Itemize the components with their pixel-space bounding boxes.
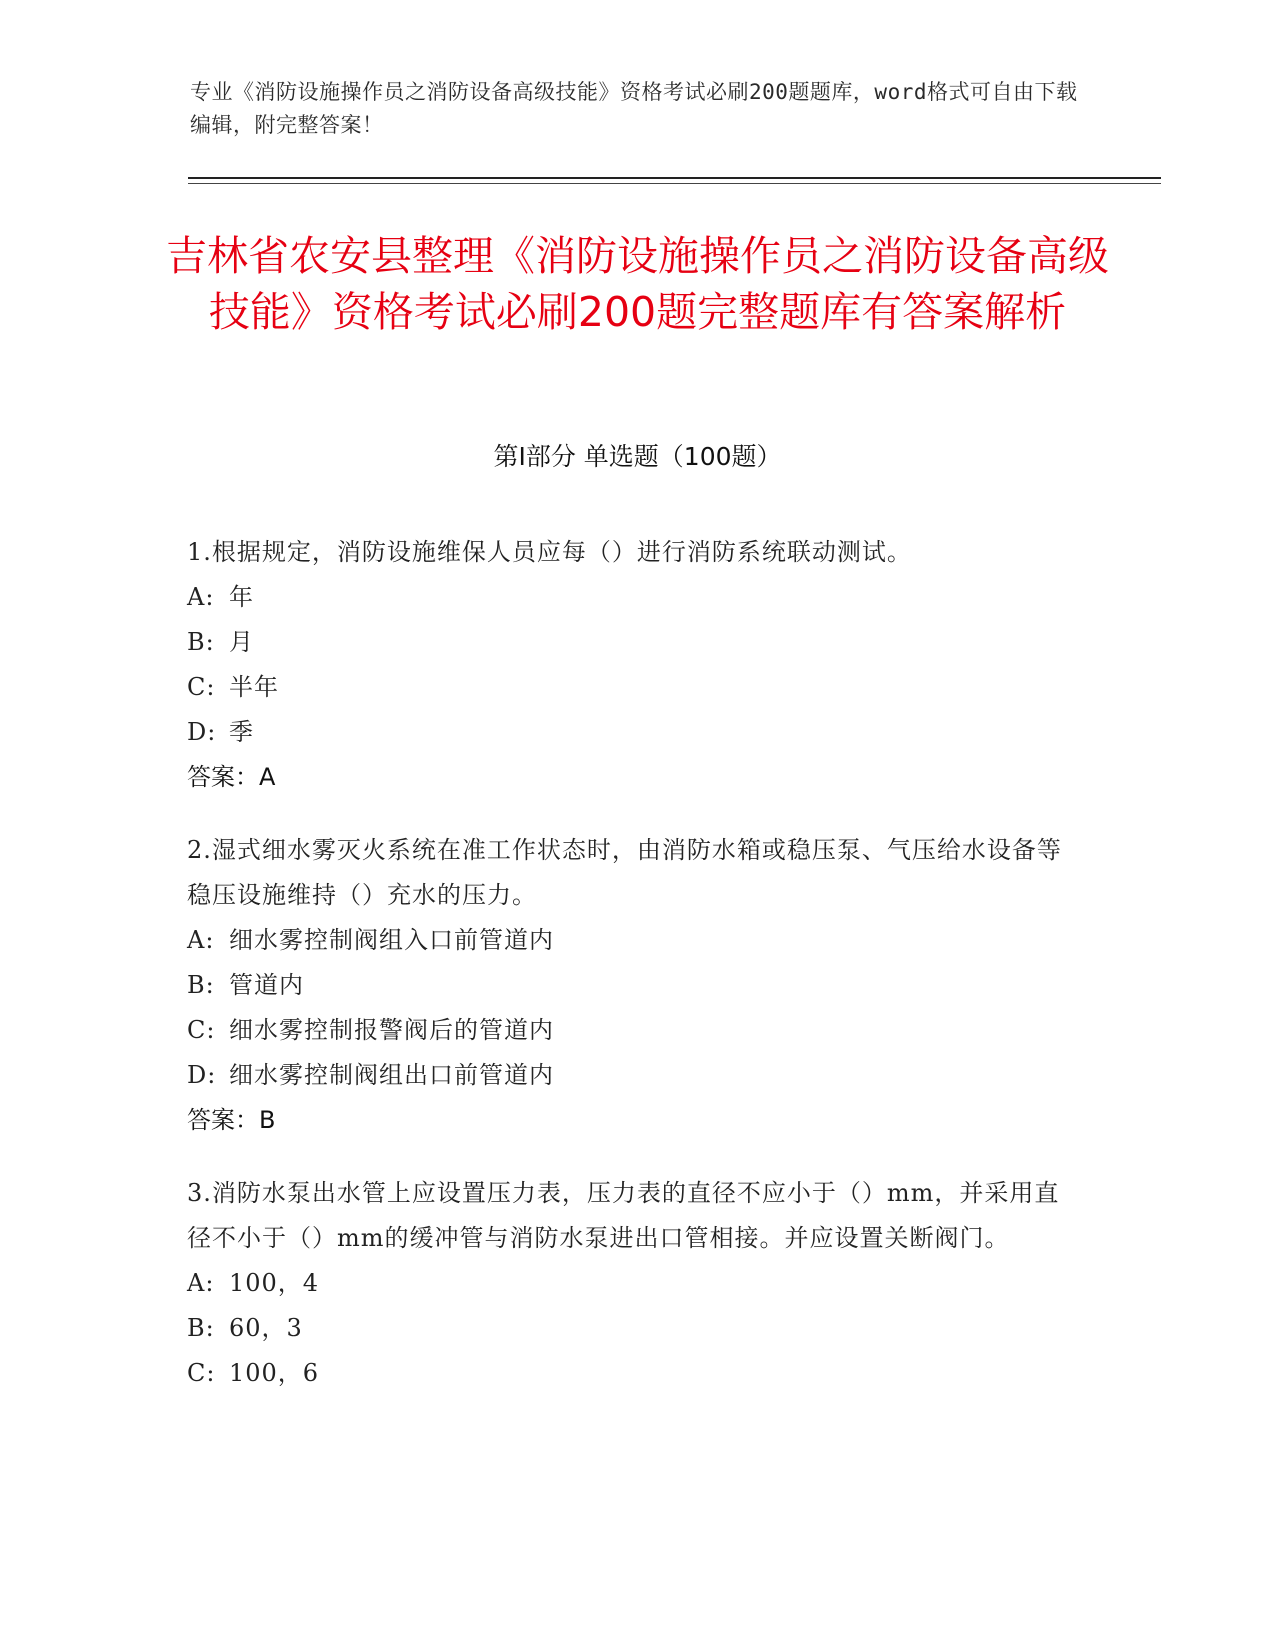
option-text: 季	[229, 718, 254, 746]
option-b	[187, 1306, 1067, 1351]
option-key: B:	[187, 628, 215, 656]
answer-line: 答案：B	[187, 1106, 276, 1134]
option-text: 年	[229, 583, 254, 611]
option-d	[187, 1053, 1067, 1098]
option-c	[187, 665, 1067, 710]
document-title: 吉林省农安县整理《消防设施操作员之消防设备高级技能》资格考试必刷200题完整题库有答案解析	[166, 232, 1109, 336]
option-c	[187, 1351, 1067, 1396]
option-key: C:	[187, 1016, 216, 1044]
answer-line: 答案：A	[187, 763, 276, 791]
option-key: A:	[187, 583, 215, 611]
option-text: 细水雾控制报警阀后的管道内	[229, 1016, 554, 1044]
option-key: D:	[187, 718, 217, 746]
section-title: 第Ⅰ部分 单选题（100题）	[493, 442, 782, 471]
option-key: C:	[187, 1359, 216, 1387]
option-key: B:	[187, 971, 215, 999]
question-stem: 2.湿式细水雾灭火系统在准工作状态时，由消防水箱或稳压泵、气压给水设备等稳压设施维持（）充水的压力。	[187, 836, 1062, 909]
option-key: B:	[187, 1314, 215, 1342]
question-stem: 1.根据规定，消防设施维保人员应每（）进行消防系统联动测试。	[187, 538, 912, 566]
option-key: C:	[187, 673, 216, 701]
option-text: 半年	[229, 673, 279, 701]
option-d	[187, 710, 1067, 755]
header-note: 专业《消防设施操作员之消防设备高级技能》资格考试必刷200题题库，word格式可自由下载编辑，附完整答案！	[190, 80, 1078, 137]
option-text: 100，4	[229, 1269, 320, 1297]
option-text: 细水雾控制阀组出口前管道内	[229, 1061, 554, 1089]
option-text: 细水雾控制阀组入口前管道内	[229, 926, 554, 954]
question-list	[187, 530, 1067, 1424]
option-b	[187, 620, 1067, 665]
option-c	[187, 1008, 1067, 1053]
option-a	[187, 575, 1067, 620]
question-1	[187, 530, 1067, 800]
header-divider-thin	[188, 183, 1161, 184]
option-key: D:	[187, 1061, 217, 1089]
header-divider-thick	[188, 177, 1161, 179]
option-text: 100，6	[229, 1359, 320, 1387]
question-stem: 3.消防水泵出水管上应设置压力表，压力表的直径不应小于（）mm，并采用直径不小于（）mm的缓冲管与消防水泵进出口管相接。并应设置关断阀门。	[187, 1179, 1060, 1252]
option-text: 管道内	[229, 971, 304, 999]
option-b	[187, 963, 1067, 1008]
question-3	[187, 1171, 1067, 1396]
option-key: A:	[187, 1269, 215, 1297]
option-text: 月	[229, 628, 254, 656]
option-a	[187, 1261, 1067, 1306]
option-a	[187, 918, 1067, 963]
question-2	[187, 828, 1067, 1143]
option-key: A:	[187, 926, 215, 954]
option-text: 60，3	[229, 1314, 303, 1342]
